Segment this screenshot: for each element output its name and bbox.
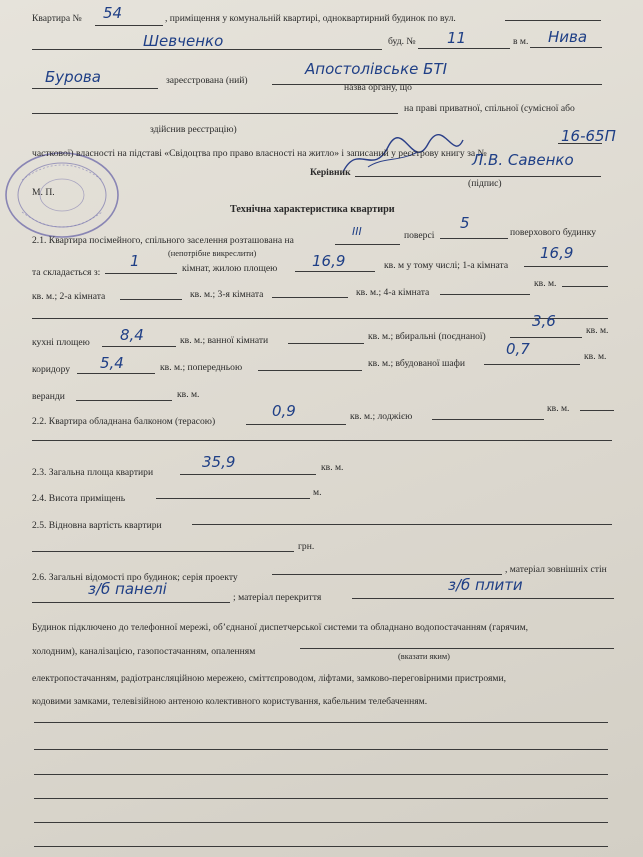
label-specify-note: (вказати яким)	[398, 652, 450, 661]
label-strike-note: (непотрібне викреслити)	[168, 249, 257, 258]
label-kitchen: кухні площею	[32, 337, 90, 348]
label-building-floors: поверхового будинку	[510, 227, 597, 238]
hw-book-no: 16-65П	[561, 127, 616, 145]
hw-city: Нива	[548, 28, 588, 46]
hw-rooms: 1	[130, 252, 140, 270]
label-signature: (підпис)	[468, 178, 502, 189]
label-corridor: коридору	[32, 364, 71, 375]
label-s23-total: 2.3. Загальна площа квартири	[32, 467, 154, 478]
hw-house-no: 11	[447, 29, 467, 47]
label-head: Керівник	[310, 167, 351, 178]
hw-street: Шевченко	[143, 32, 224, 50]
label-sqm: кв. м.	[534, 278, 557, 289]
hw-living-area: 16,9	[312, 252, 346, 270]
para-utilities-2: холодним), каналізацією, газопостачанням, опаленням	[32, 646, 256, 657]
hw-floor: III	[352, 225, 362, 238]
hw-floors-total: 5	[460, 214, 470, 232]
hw-wc: 3,6	[532, 312, 556, 330]
para-utilities-4: кодовими замками, телевізійною антеною колективного користування, кабельним телебаченням.	[32, 696, 428, 707]
round-stamp-icon	[2, 150, 132, 240]
label-veranda: веранди	[32, 391, 65, 402]
hw-wardrobe: 0,7	[506, 340, 530, 358]
label-city: в м.	[513, 36, 529, 47]
label-floor: поверсі	[404, 230, 435, 241]
hw-balcony: 0,9	[272, 402, 296, 420]
hw-corridor: 5,4	[100, 354, 124, 372]
label-s21: 2.1. Квартира посімейного, спільного заселення розташована на	[32, 235, 294, 246]
label-wc: кв. м.; вбиральні (поєднаної)	[368, 331, 486, 342]
hw-organ: Апостолівське БТІ	[305, 60, 448, 78]
label-rooms: кімнат, жилою площею	[182, 263, 278, 274]
label-prev: кв. м.; попередньою	[160, 362, 243, 373]
label-room2: кв. м.; 2-а кімната	[32, 291, 106, 302]
label-sqm-veranda: кв. м.	[177, 389, 200, 400]
label-sqm-total: кв. м.	[321, 462, 344, 473]
label-room4: кв. м.; 4-а кімната	[356, 287, 430, 298]
label-sqm-wc: кв. м.	[586, 325, 609, 336]
label-line1-rest: , приміщення у комунальній квартирі, одноквартирний будинок по вул.	[165, 13, 456, 24]
label-uah: грн.	[298, 541, 315, 552]
label-room3: кв. м.; 3-я кімната	[190, 289, 264, 300]
label-s26-series: 2.6. Загальні відомості про будинок; серія проекту	[32, 572, 238, 583]
label-organ-name: назва органу, що	[344, 82, 412, 93]
label-bath: кв. м.; ванної кімнати	[180, 335, 269, 346]
label-registered: зареєстрована (ний)	[166, 75, 248, 86]
label-consists: та складається з:	[32, 267, 101, 278]
label-flat-no: Квартира №	[32, 13, 82, 24]
label-reg-caption: здійснив реєстрацію)	[150, 124, 237, 135]
label-sqm-loggia: кв. м.	[547, 403, 570, 414]
label-s22-balcony: 2.2. Квартира обладнана балконом (терасою)	[32, 416, 216, 427]
label-wardrobe: кв. м.; вбудованої шафи	[368, 358, 465, 369]
label-sqm-wardrobe: кв. м.	[584, 351, 607, 362]
label-ownership-type: на праві приватної, спільної (сумісної або	[404, 103, 575, 114]
hw-signer: Л.В. Савенко	[472, 151, 574, 169]
hw-total-area: 35,9	[202, 453, 236, 471]
label-s25-value: 2.5. Відновна вартість квартири	[32, 520, 162, 531]
hw-floor-material: з/б плити	[448, 576, 523, 594]
label-ownership-basis: часткової) власності на підставі «Свідоцтва про право власності на житло» і записаний у реєстрову книгу за №	[32, 148, 487, 159]
hw-kitchen: 8,4	[120, 326, 144, 344]
hw-room1: 16,9	[540, 244, 574, 262]
label-m: м.	[313, 487, 322, 498]
label-stamp-place: М. П.	[32, 187, 55, 198]
hw-flat-no: 54	[103, 4, 123, 22]
label-loggia: кв. м.; лоджією	[350, 411, 413, 422]
para-utilities-3: електропостачанням, радіотрансляційною мережею, сміттєпроводом, ліфтами, замково-переговірними пристроями,	[32, 673, 506, 684]
hw-name: Бурова	[45, 68, 101, 86]
hw-wall-material: з/б панелі	[88, 580, 167, 598]
para-utilities-1: Будинок підключено до телефонної мережі, об’єднаної диспетчерської системи та обладнано водопостачанням (гарячим,	[32, 622, 529, 633]
label-s24-height: 2.4. Висота приміщень	[32, 493, 126, 504]
label-wall-material: , матеріал зовнішніх стін	[505, 564, 607, 575]
label-house-no: буд. №	[388, 36, 416, 47]
section-title: Технічна характеристика квартири	[230, 204, 395, 215]
label-incl-room1: кв. м у тому числі; 1-а кімната	[384, 260, 509, 271]
label-floor-material: ; матеріал перекриття	[233, 592, 322, 603]
